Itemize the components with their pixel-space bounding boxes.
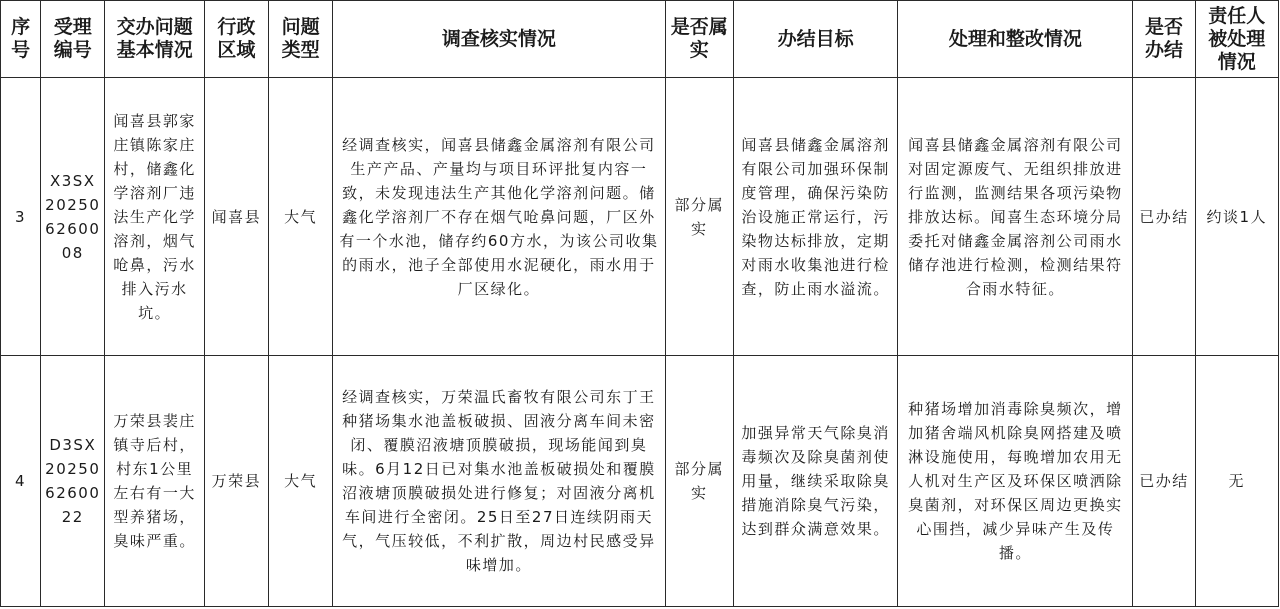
cell-investigation: 经调查核实，万荣温氏畜牧有限公司东丁王种猪场集水池盖板破损、固液分离车间未密闭、覆膜沼液塘顶膜破损，现场能闻到臭味。6月12日已对集水池盖板破损处和覆膜沼液塘顶膜破损处进行修复；对固液分离机车间进行全密闭。25日至27日连续阴雨天气，气压较低，不利扩散，周边村民感受异味增加。 xyxy=(333,356,665,607)
header-closed: 是否办结 xyxy=(1133,1,1195,78)
header-seq: 序号 xyxy=(1,1,41,78)
cell-closed: 已办结 xyxy=(1133,78,1195,356)
header-acceptance-no: 受理编号 xyxy=(41,1,105,78)
header-handling: 处理和整改情况 xyxy=(898,1,1133,78)
cell-accountability: 无 xyxy=(1195,356,1278,607)
header-accountability: 责任人被处理情况 xyxy=(1195,1,1278,78)
cell-district: 闻喜县 xyxy=(204,78,268,356)
cell-issue: 万荣县裴庄镇寺后村，村东1公里左右有一大型养猪场，臭味严重。 xyxy=(105,356,204,607)
table-row xyxy=(1,356,1279,607)
cell-verified: 部分属实 xyxy=(665,356,733,607)
cell-acceptance-no: D3SX2025062600 22 xyxy=(41,356,105,607)
cell-handling: 种猪场增加消毒除臭频次，增加猪舍端风机除臭网搭建及喷淋设施使用，每晚增加农用无人机对生产区及环保区喷洒除臭菌剂，对环保区周边更换实心围挡，减少异味产生及传播。 xyxy=(898,356,1133,607)
cell-closed: 已办结 xyxy=(1133,356,1195,607)
cell-seq: 3 xyxy=(1,78,41,356)
header-issue: 交办问题基本情况 xyxy=(105,1,204,78)
header-investigation: 调查核实情况 xyxy=(333,1,665,78)
cell-acceptance-no: X3SX2025062600 08 xyxy=(41,78,105,356)
cell-goal: 加强异常天气除臭消毒频次及除臭菌剂使用量，继续采取除臭措施消除臭气污染，达到群众满意效果。 xyxy=(733,356,898,607)
cell-issue: 闻喜县郭家庄镇陈家庄村，储鑫化学溶剂厂违法生产化学溶剂，烟气呛鼻，污水排入污水坑。 xyxy=(105,78,204,356)
cell-verified: 部分属实 xyxy=(665,78,733,356)
cell-handling: 闻喜县储鑫金属溶剂有限公司对固定源废气、无组织排放进行监测，监测结果各项污染物排放达标。闻喜生态环境分局委托对储鑫金属溶剂公司雨水储存池进行检测，检测结果符合雨水特征。 xyxy=(898,78,1133,356)
cell-type: 大气 xyxy=(269,78,333,356)
cell-type: 大气 xyxy=(269,356,333,607)
header-verified: 是否属实 xyxy=(665,1,733,78)
cell-seq: 4 xyxy=(1,356,41,607)
header-row xyxy=(1,1,1279,78)
table-row xyxy=(1,78,1279,356)
cell-goal: 闻喜县储鑫金属溶剂有限公司加强环保制度管理，确保污染防治设施正常运行，污染物达标排放，定期对雨水收集池进行检查，防止雨水溢流。 xyxy=(733,78,898,356)
header-district: 行政区域 xyxy=(204,1,268,78)
cell-investigation: 经调查核实，闻喜县储鑫金属溶剂有限公司生产产品、产量均与项目环评批复内容一致，未发现违法生产其他化学溶剂问题。储鑫化学溶剂厂不存在烟气呛鼻问题，厂区外有一个水池，储存约60方水，为该公司收集的雨水，池子全部使用水泥硬化，雨水用于厂区绿化。 xyxy=(333,78,665,356)
header-goal: 办结目标 xyxy=(733,1,898,78)
cell-accountability: 约谈1人 xyxy=(1195,78,1278,356)
cell-district: 万荣县 xyxy=(204,356,268,607)
header-type: 问题类型 xyxy=(269,1,333,78)
